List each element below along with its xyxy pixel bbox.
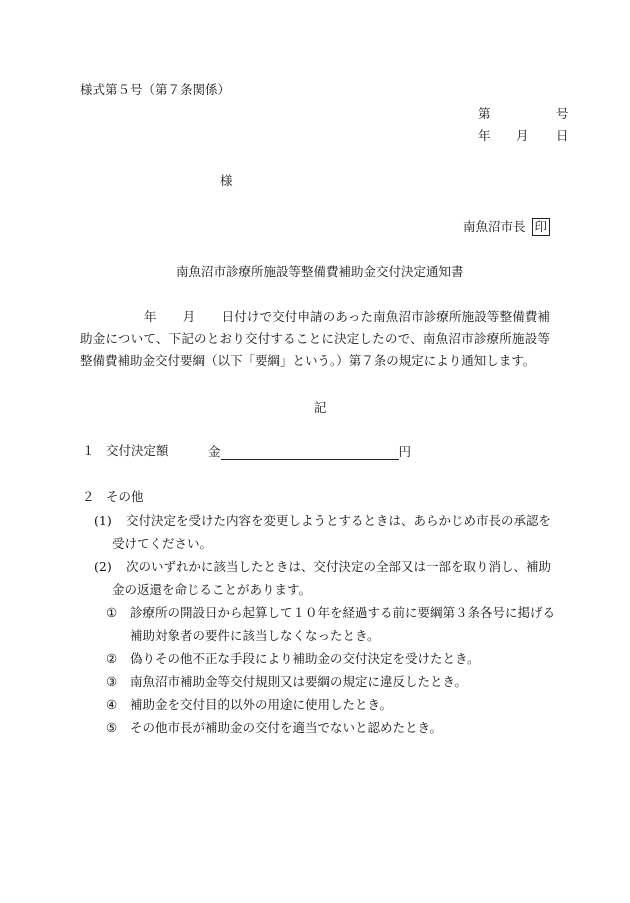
ki-heading: 記: [314, 400, 327, 415]
subitem-number: ④: [106, 697, 118, 712]
body-year: 年: [144, 309, 157, 324]
section2-number: ２: [82, 489, 95, 504]
subitem-text: その他市長が補助金の交付を適当でないと認めたとき。: [130, 720, 443, 735]
subitem-text: 南魚沼市補助金等交付規則又は要綱の規定に違反したとき。: [130, 674, 468, 689]
subitem-number: ②: [106, 651, 118, 666]
subitem-text-continued: 補助対象者の要件に該当しなくなったとき。: [130, 628, 380, 643]
item-text: 次のいずれかに該当したときは、交付決定の全部又は一部を取り消し、補助: [126, 559, 552, 574]
subitem-text: 診療所の開設日から起算して１０年を経過する前に要綱第３条各号に掲げる: [130, 605, 556, 620]
item-number: (1): [94, 513, 112, 528]
date-month: 月: [516, 128, 529, 143]
item-number: (2): [94, 559, 112, 574]
subitem-number: ③: [106, 674, 118, 689]
doc-number-suffix: 号: [556, 106, 569, 121]
subitem-text: 補助金を交付目的以外の用途に使用したとき。: [130, 697, 393, 712]
amount-suffix: 円: [398, 444, 412, 459]
amount-prefix: 金: [208, 444, 221, 459]
date-day: 日: [556, 128, 569, 143]
date-year: 年: [478, 128, 491, 143]
section2-label: その他: [106, 489, 144, 504]
addressee-suffix: 様: [220, 173, 233, 188]
body-month: 月: [182, 309, 196, 324]
seal-mark: 印: [532, 218, 551, 236]
subitem-number: ①: [106, 605, 118, 620]
grant-amount-field: [208, 443, 411, 460]
issuer-block: [463, 218, 550, 236]
item-text-continued: 受けてください。: [112, 536, 213, 551]
doc-number-prefix: 第: [478, 106, 491, 121]
subitem-number: ⑤: [106, 720, 118, 735]
section1-number: １: [82, 443, 95, 458]
section1-label: 交付決定額: [106, 443, 169, 458]
subitem-text: 偽りその他不正な手段により補助金の交付決定を受けたとき。: [130, 651, 480, 666]
body-paragraph: [80, 306, 550, 372]
issuer-name: 南魚沼市長: [463, 219, 526, 234]
document-title: 南魚沼市診療所施設等整備費補助金交付決定通知書: [176, 264, 464, 279]
form-number: 様式第５号（第７条関係）: [80, 82, 231, 97]
amount-blank-line: [221, 443, 399, 460]
body-text: 日付けで交付申請のあった南魚沼市診療所施設等整備費補助金について、下記のとおり交付することに決定したので、南魚沼市診療所施設等整備費補助金交付要綱（以下「要綱」という。）第７条の規定により通知します。: [80, 309, 550, 368]
item-text-continued: 金の返還を命じることがあります。: [112, 582, 312, 597]
item-text: 交付決定を受けた内容を変更しようとするときは、あらかじめ市長の承認を: [126, 513, 552, 528]
